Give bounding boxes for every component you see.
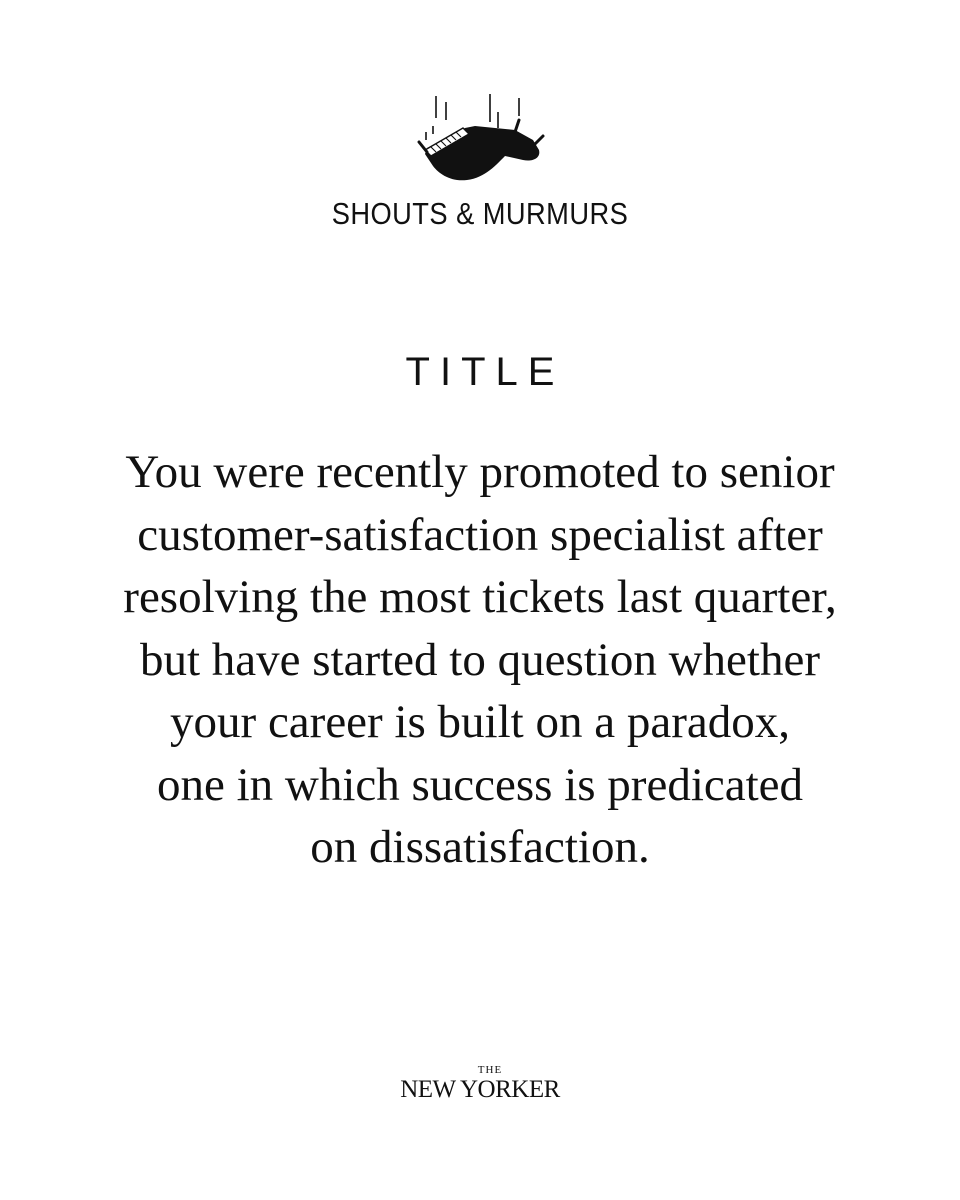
new-yorker-logo bbox=[0, 1064, 960, 1104]
falling-piano-icon bbox=[405, 90, 555, 190]
dek-line: but have started to question whether bbox=[139, 633, 820, 686]
dek-line: resolving the most tickets last quarter, bbox=[123, 571, 837, 623]
dek-line: on dissatisfaction. bbox=[310, 821, 650, 873]
masthead-the: THE bbox=[477, 1064, 503, 1076]
dek-line: customer-satisfaction specialist after bbox=[137, 508, 823, 561]
article-title: TITLE bbox=[405, 350, 565, 394]
article-dek bbox=[80, 441, 880, 879]
dek-line: one in which success is predicated bbox=[156, 758, 804, 811]
dek-line: You were recently promoted to senior bbox=[125, 446, 835, 498]
section-name: SHOUTS & MURMURS bbox=[331, 196, 629, 231]
dek-line: your career is built on a paradox, bbox=[170, 696, 790, 748]
masthead-name: NEW YORKER bbox=[400, 1076, 560, 1103]
